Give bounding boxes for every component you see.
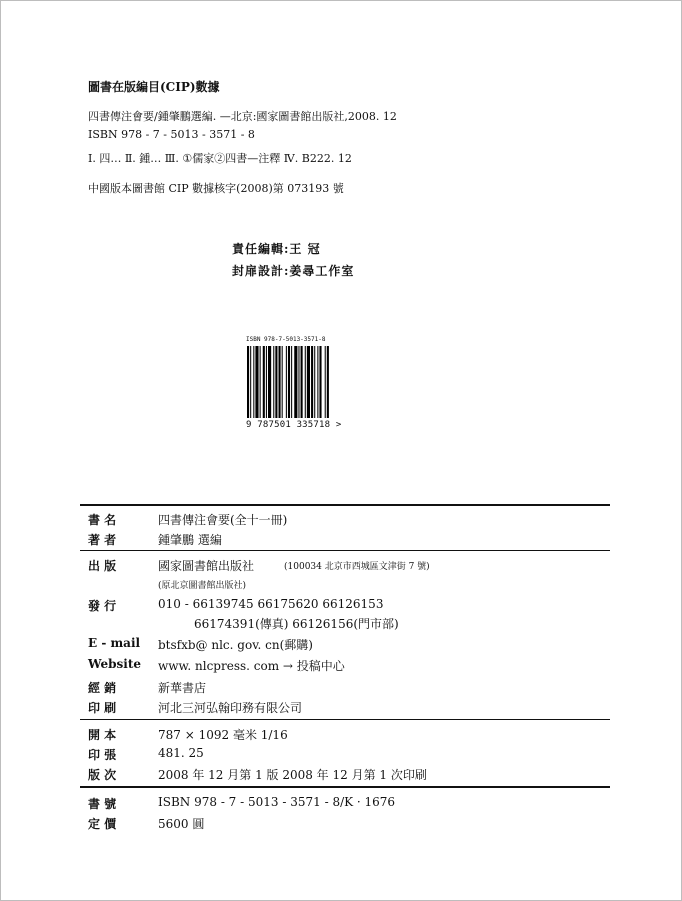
cip-line-classification: Ⅰ. 四… Ⅱ. 鍾… Ⅲ. ①儒家②四書—注釋 Ⅳ. B222. 12	[88, 152, 352, 165]
barcode-bars	[246, 346, 356, 418]
colophon-rule-2	[80, 550, 610, 551]
publisher-label: 出 版	[88, 559, 117, 573]
book-title-value: 四書傳注會要(全十一冊)	[158, 513, 288, 527]
author-label: 著 者	[88, 533, 117, 547]
sheets-label: 印 張	[88, 748, 117, 762]
dealer-label: 經 銷	[88, 681, 117, 695]
format-value: 787 × 1092 毫米 1/16	[158, 728, 288, 742]
book-number-value: ISBN 978 - 7 - 5013 - 3571 - 8/K · 1676	[158, 795, 396, 809]
publisher-address: (100034 北京市西城區文津街 7 號)	[284, 562, 430, 572]
edition-label: 版 次	[88, 768, 117, 782]
sheets-value: 481. 25	[158, 746, 204, 760]
author-value: 鍾肇鵬 選編	[158, 533, 222, 547]
cip-line-isbn: ISBN 978 - 7 - 5013 - 3571 - 8	[88, 128, 255, 141]
printer-label: 印 刷	[88, 701, 117, 715]
isbn-barcode	[246, 336, 368, 438]
edition-value: 2008 年 12 月第 1 版 2008 年 12 月第 1 次印刷	[158, 768, 427, 782]
website-label: Website	[88, 657, 142, 671]
dealer-value: 新華書店	[158, 681, 207, 695]
format-label: 開 本	[88, 728, 117, 742]
barcode-digits: 9 787501 335718 >	[246, 420, 342, 430]
publisher-value: 國家圖書館出版社	[158, 559, 255, 573]
responsible-editor: 責任編輯:王 冠	[232, 242, 321, 256]
barcode-isbn-text: ISBN 978-7-5013-3571-8	[246, 336, 326, 343]
colophon-top-rule	[80, 504, 610, 506]
cip-line-title-author: 四書傳注會要/鍾肇鵬選編. —北京:國家圖書館出版社,2008. 12	[88, 110, 397, 123]
price-label: 定 價	[88, 817, 117, 831]
email-label: E - mail	[88, 636, 141, 650]
price-value: 5600 圓	[158, 817, 205, 831]
distribution-phones: 010 - 66139745 66175620 66126153	[158, 597, 384, 611]
colophon-rule-4	[80, 786, 610, 788]
book-number-label: 書 號	[88, 797, 117, 811]
cip-line-data-number: 中國版本圖書館 CIP 數據核字(2008)第 073193 號	[88, 182, 344, 195]
book-title-label: 書 名	[88, 513, 117, 527]
email-value: btsfxb@ nlc. gov. cn(郵購)	[158, 638, 313, 652]
publisher-former-name: (原北京圖書館出版社)	[158, 581, 247, 591]
website-value: www. nlcpress. com → 投稿中心	[158, 659, 345, 673]
colophon-rule-3	[80, 719, 610, 720]
printer-value: 河北三河弘翰印務有限公司	[158, 701, 303, 715]
distribution-label: 發 行	[88, 599, 117, 613]
distribution-phones-2: 66174391(傳真) 66126156(門市部)	[194, 617, 399, 631]
cover-designer: 封扉設計:姜尋工作室	[232, 264, 355, 278]
cip-title: 圖書在版編目(CIP)數據	[88, 80, 220, 94]
